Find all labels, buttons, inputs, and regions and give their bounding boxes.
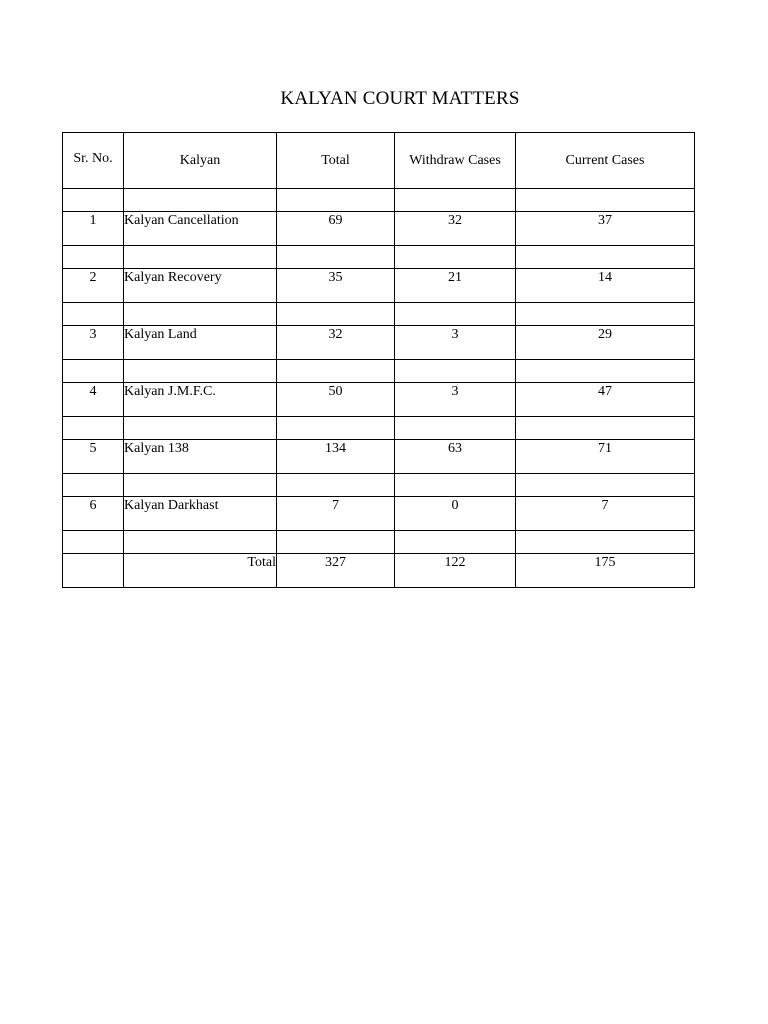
- cell-empty: [63, 554, 124, 588]
- cell-total: 50: [277, 383, 395, 417]
- cell-sr-no: 1: [63, 212, 124, 246]
- cell-name: Kalyan Darkhast: [124, 497, 277, 531]
- cell-sr-no: 3: [63, 326, 124, 360]
- cell-withdraw: 21: [395, 269, 516, 303]
- spacer-row: [63, 474, 695, 497]
- cell-current: 71: [516, 440, 695, 474]
- totals-row: [63, 554, 695, 588]
- totals-current: 175: [516, 554, 695, 588]
- spacer-row: [63, 417, 695, 440]
- cell-current: 29: [516, 326, 695, 360]
- cell-current: 7: [516, 497, 695, 531]
- spacer-row: [63, 303, 695, 326]
- cell-total: 134: [277, 440, 395, 474]
- cell-withdraw: 3: [395, 383, 516, 417]
- cell-withdraw: 3: [395, 326, 516, 360]
- spacer-row: [63, 189, 695, 212]
- cell-sr-no: 4: [63, 383, 124, 417]
- spacer-row: [63, 531, 695, 554]
- table-row: [63, 269, 695, 303]
- table-row: [63, 212, 695, 246]
- table-header-row: [63, 133, 695, 189]
- table-row: [63, 383, 695, 417]
- cell-name: Kalyan J.M.F.C.: [124, 383, 277, 417]
- court-matters-table: [62, 132, 695, 588]
- cell-name: Kalyan 138: [124, 440, 277, 474]
- cell-withdraw: 32: [395, 212, 516, 246]
- totals-withdraw: 122: [395, 554, 516, 588]
- header-withdraw-cases: Withdraw Cases: [395, 133, 516, 189]
- cell-current: 14: [516, 269, 695, 303]
- table-row: [63, 497, 695, 531]
- cell-total: 35: [277, 269, 395, 303]
- cell-name: Kalyan Cancellation: [124, 212, 277, 246]
- cell-total: 32: [277, 326, 395, 360]
- spacer-row: [63, 246, 695, 269]
- totals-label: Total: [124, 554, 277, 588]
- cell-withdraw: 63: [395, 440, 516, 474]
- document-title: KALYAN COURT MATTERS: [280, 88, 520, 109]
- header-current-cases: Current Cases: [516, 133, 695, 189]
- header-total: Total: [277, 133, 395, 189]
- table-row: [63, 326, 695, 360]
- spacer-row: [63, 360, 695, 383]
- cell-current: 37: [516, 212, 695, 246]
- cell-name: Kalyan Land: [124, 326, 277, 360]
- header-name: Kalyan: [124, 133, 277, 189]
- cell-sr-no: 5: [63, 440, 124, 474]
- cell-current: 47: [516, 383, 695, 417]
- table-row: [63, 440, 695, 474]
- cell-name: Kalyan Recovery: [124, 269, 277, 303]
- cell-sr-no: 6: [63, 497, 124, 531]
- totals-total: 327: [277, 554, 395, 588]
- cell-total: 69: [277, 212, 395, 246]
- cell-total: 7: [277, 497, 395, 531]
- cell-withdraw: 0: [395, 497, 516, 531]
- cell-sr-no: 2: [63, 269, 124, 303]
- header-sr-no: Sr. No.: [63, 133, 124, 189]
